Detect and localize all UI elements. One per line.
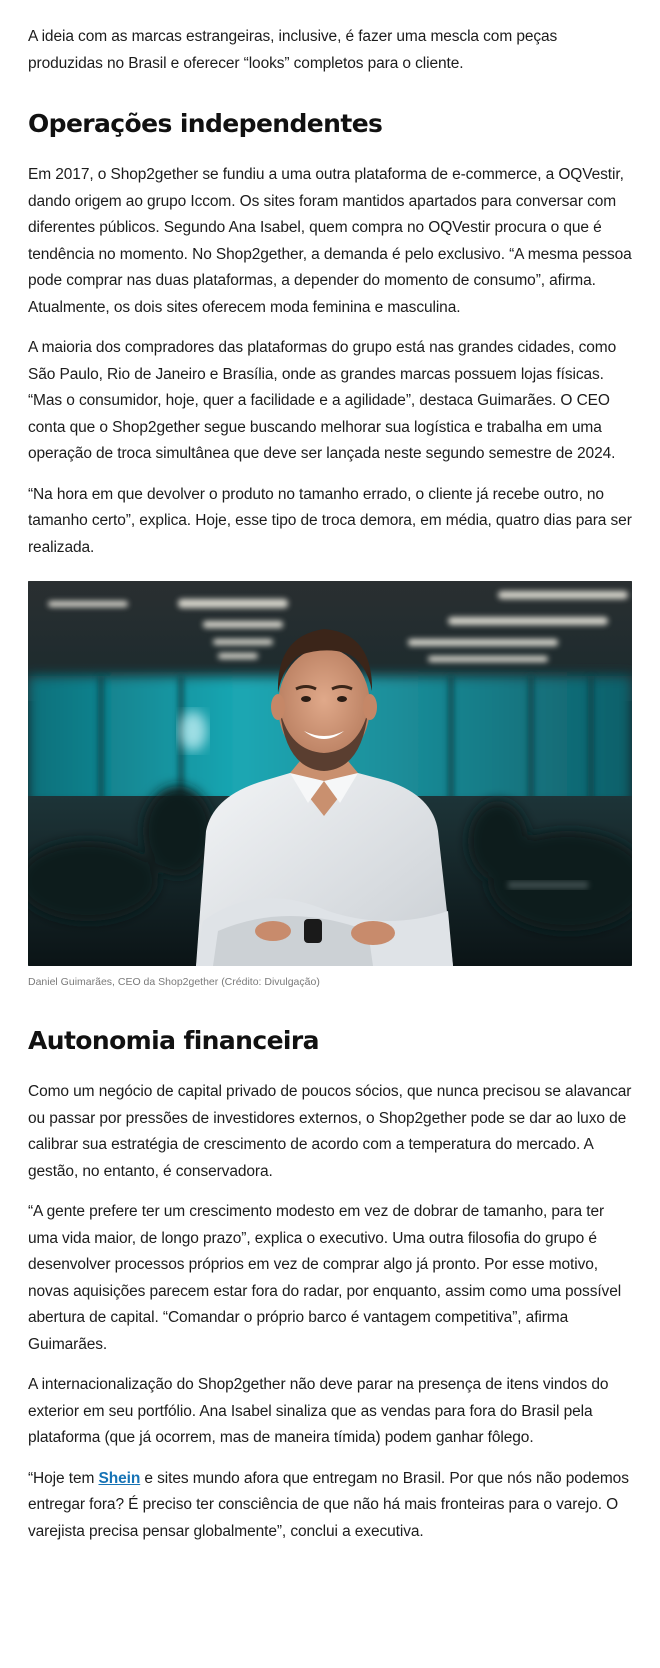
article-figure — [28, 581, 632, 989]
figure-caption: Daniel Guimarães, CEO da Shop2gether (Crédito: Divulgação) — [28, 976, 320, 988]
closing-paragraph — [28, 1466, 632, 1546]
paragraph: A internacionalização do Shop2gether não deve parar na presença de itens vindos do exterior em seu portfólio. Ana Isabel sinaliza que as vendas para fora do Brasil pela plataforma (que já ocorrem, mas de maneira tímida) podem ganhar fôlego. — [28, 1376, 609, 1446]
shein-link[interactable]: Shein — [98, 1469, 141, 1487]
paragraph: A maioria dos compradores das plataformas do grupo está nas grandes cidades, como São Paulo, Rio de Janeiro e Brasília, onde as grandes marcas possuem lojas físicas. “Mas o consumidor, hoje, quer a facilidade e a agilidade”, destaca Guimarães. O CEO conta que o Shop2gether segue buscando melhorar sua logística e trabalha em uma operação de troca simultânea que deve ser lançada neste segundo semestre de 2024. — [28, 339, 617, 462]
paragraph: “A gente prefere ter um crescimento modesto em vez de dobrar de tamanho, para ter uma vida maior, de longo prazo”, explica o executivo. Uma outra filosofia do grupo é desenvolver processos próprios em vez de comprar algo já pronto. Por esse motivo, novas aquisições parecem estar fora do radar, por enquanto, assim como uma possível abertura de capital. “Comandar o próprio barco é vantagem competitiva”, afirma Guimarães. — [28, 1203, 622, 1353]
article-body — [0, 24, 660, 1545]
paragraph: “Na hora em que devolver o produto no tamanho errado, o cliente já recebe outro, no tamanho certo”, explica. Hoje, esse tipo de troca demora, em média, quatro dias para ser realizada. — [28, 485, 632, 556]
paragraph: Em 2017, o Shop2gether se fundiu a uma outra plataforma de e-commerce, a OQVestir, dando origem ao grupo Iccom. Os sites foram mantidos apartados para conversar com diferentes públicos. Segundo Ana Isabel, quem compra no OQVestir procura o que é tendência no momento. No Shop2gether, a demanda é pelo exclusivo. “A mesma pessoa pode comprar nas duas plataformas, a depender do momento de consumo”, afirma. Atualmente, os dois sites oferecem moda feminina e masculina. — [28, 166, 632, 316]
section-heading-autonomia: Autonomia financeira — [28, 1026, 319, 1055]
quote-text-start: “Hoje tem — [28, 1469, 99, 1487]
quote-text-end: e sites mundo afora que entregam no Brasil. Por que nós não podemos entregar fora? É preciso ter consciência de que não há mais fronteiras para o varejo. O varejista precisa pensar globalmente”, conclui a executiva. — [28, 1469, 629, 1540]
paragraph: Como um negócio de capital privado de poucos sócios, que nunca precisou se alavancar ou passar por pressões de investidores externos, o Shop2gether pode se dar ao luxo de calibrar sua estratégia de crescimento de acordo com a temperatura do mercado. A gestão, no entanto, é conservadora. — [28, 1083, 632, 1180]
ceo-photo — [28, 581, 632, 966]
ceo-portrait-image — [28, 581, 632, 966]
section-heading-operacoes: Operações independentes — [28, 109, 383, 138]
intro-paragraph: A ideia com as marcas estrangeiras, inclusive, é fazer uma mescla com peças produzidas no Brasil e oferecer “looks” completos para o cliente. — [28, 28, 558, 72]
